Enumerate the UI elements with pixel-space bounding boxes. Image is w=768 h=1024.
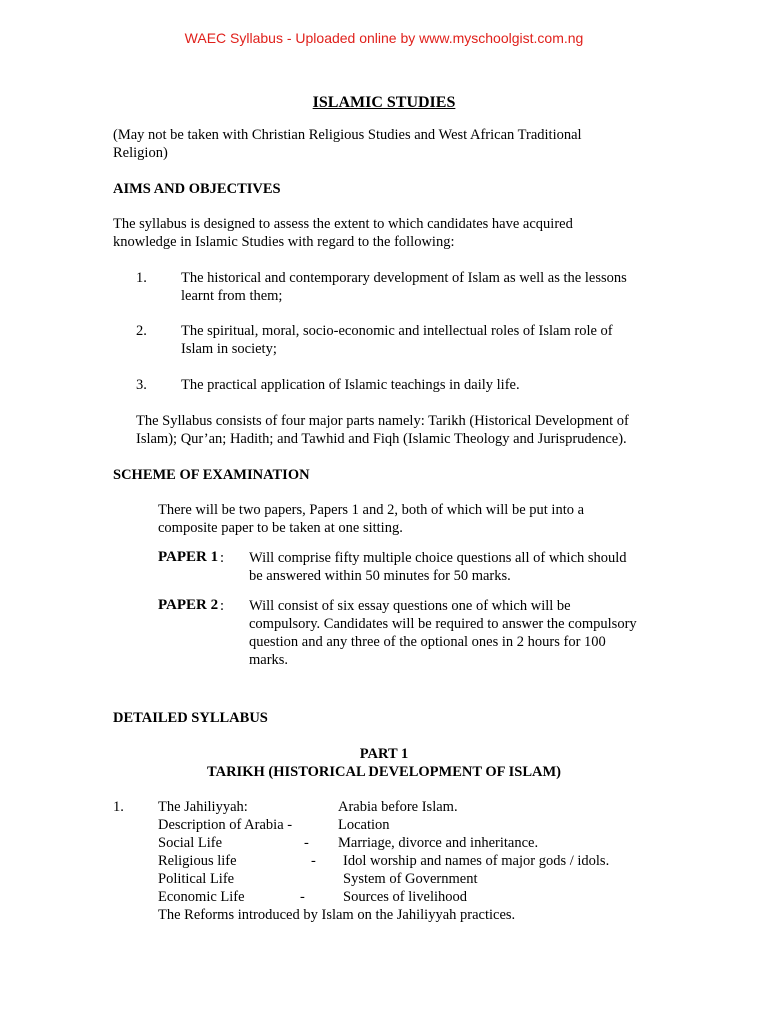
aim-text-line-1: The spiritual, moral, socio-economic and intellectual roles of Islam role of [181, 323, 613, 339]
page-title: ISLAMIC STUDIES [312, 94, 456, 111]
topic-left: The Jahiliyyah: [158, 799, 248, 815]
topic-number: 1. [113, 799, 124, 815]
paper-2-text-line-3: question and any three of the optional ones in 2 hours for 100 [249, 634, 606, 650]
topic-dash: - [300, 889, 305, 905]
topic-right: Location [338, 817, 390, 833]
note-line-2: Religion) [113, 145, 168, 161]
scheme-intro-line-1: There will be two papers, Papers 1 and 2, both of which will be put into a [158, 502, 585, 518]
topic-right: System of Government [343, 871, 478, 887]
part-heading: PART 1 [359, 746, 409, 762]
paper-2-colon: : [220, 598, 225, 614]
paper-1-colon: : [220, 550, 225, 566]
aim-text-line-2: learnt from them; [181, 288, 283, 304]
note-line-1: (May not be taken with Christian Religious Studies and West African Traditional [113, 127, 582, 143]
aim-number: 1. [136, 270, 147, 286]
scheme-heading: SCHEME OF EXAMINATION [113, 467, 310, 483]
topic-dash: - [304, 835, 309, 851]
parts-line-1: The Syllabus consists of four major parts namely: Tarikh (Historical Development of [136, 413, 629, 429]
page-header-source: WAEC Syllabus - Uploaded online by www.myschoolgist.com.ng [184, 30, 584, 46]
topic-right: Idol worship and names of major gods / idols. [343, 853, 610, 869]
aim-text-line-1: The historical and contemporary development of Islam as well as the lessons [181, 270, 627, 286]
topic-left: Description of Arabia - [158, 817, 293, 833]
topic-right: Marriage, divorce and inheritance. [338, 835, 539, 851]
parts-line-2: Islam); Qur’an; Hadith; and Tawhid and Fiqh (Islamic Theology and Jurisprudence). [136, 431, 627, 447]
topic-left: Political Life [158, 871, 235, 887]
topic-dash: - [311, 853, 316, 869]
paper-1-label: PAPER 1 [158, 549, 219, 565]
aims-intro-line-2: knowledge in Islamic Studies with regard to the following: [113, 234, 455, 250]
paper-2-label: PAPER 2 [158, 597, 219, 613]
scheme-intro-line-2: composite paper to be taken at one sitting. [158, 520, 403, 536]
paper-1-text-line-2: be answered within 50 minutes for 50 marks. [249, 568, 511, 584]
aim-number: 3. [136, 377, 147, 393]
detailed-syllabus-heading: DETAILED SYLLABUS [113, 710, 268, 726]
reforms-line: The Reforms introduced by Islam on the Jahiliyyah practices. [158, 907, 516, 923]
aims-intro-line-1: The syllabus is designed to assess the extent to which candidates have acquired [113, 216, 573, 232]
topic-left: Economic Life [158, 889, 245, 905]
paper-1-text-line-1: Will comprise fifty multiple choice questions all of which should [249, 550, 627, 566]
part-title: TARIKH (HISTORICAL DEVELOPMENT OF ISLAM) [207, 764, 561, 780]
topic-left: Social Life [158, 835, 223, 851]
aim-text-line-2: Islam in society; [181, 341, 277, 357]
topic-right: Sources of livelihood [343, 889, 468, 905]
aim-number: 2. [136, 323, 147, 339]
aims-heading: AIMS AND OBJECTIVES [113, 181, 281, 197]
topic-right: Arabia before Islam. [338, 799, 458, 815]
topic-left: Religious life [158, 853, 237, 869]
aim-text-line-1: The practical application of Islamic teachings in daily life. [181, 377, 520, 393]
paper-2-text-line-1: Will consist of six essay questions one of which will be [249, 598, 571, 614]
paper-2-text-line-4: marks. [249, 652, 289, 668]
paper-2-text-line-2: compulsory. Candidates will be required to answer the compulsory [249, 616, 637, 632]
